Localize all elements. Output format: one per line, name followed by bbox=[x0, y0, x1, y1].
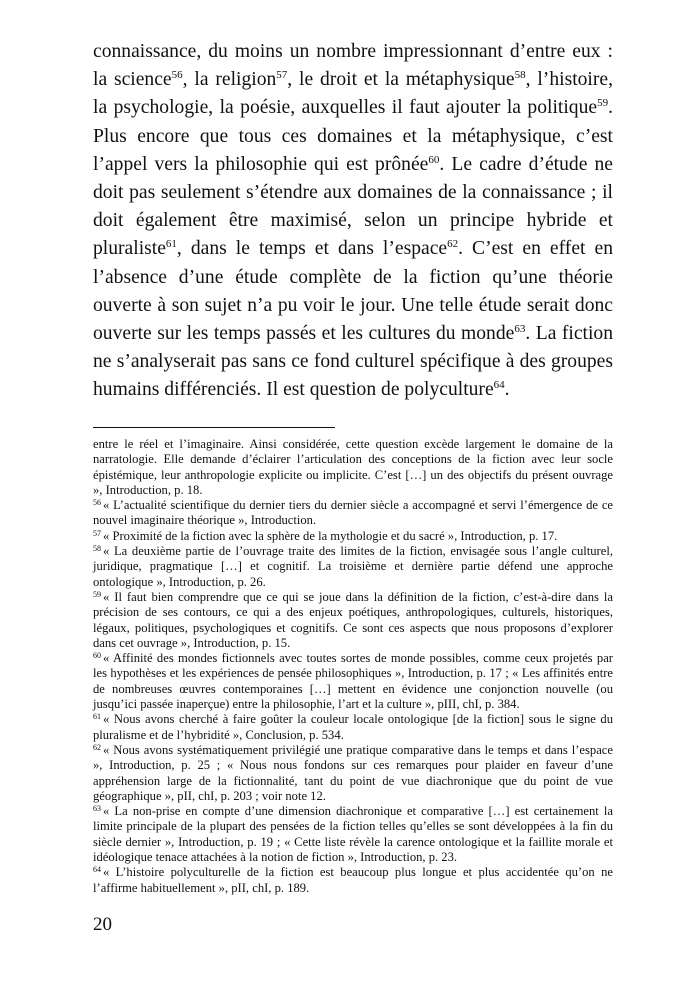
footnote-text: « Nous avons cherché à faire goûter la couleur locale ontologique [de la fiction] sous le signe du pluralisme et de l’hybridité », Conclusion, p. 534. bbox=[93, 712, 613, 742]
footnote-64 bbox=[93, 865, 613, 896]
footnote-ref[interactable]: 56 bbox=[171, 69, 183, 82]
text-segment: . Le cadre d’étude ne doit pas seulement s’étendre aux domaines de la connaissance ; il doit également être maximisé, selon un principe hybride et pluraliste bbox=[93, 153, 613, 260]
footnote-56 bbox=[93, 498, 613, 529]
footnote-ref[interactable]: 58 bbox=[514, 69, 526, 82]
text-segment: . bbox=[504, 379, 510, 401]
footnote-ref[interactable]: 61 bbox=[165, 238, 177, 251]
body-paragraph bbox=[93, 38, 613, 405]
footnotes bbox=[93, 437, 613, 896]
footnote-text: « L’histoire polyculturelle de la fiction est beaucoup plus longue et plus accidentée qu’on ne l’affirme habituellement », pII, chI, p. 189. bbox=[93, 865, 613, 895]
text-segment: , dans le temps et dans l’espace bbox=[176, 238, 448, 260]
footnote-ref[interactable]: 57 bbox=[276, 69, 288, 82]
footnote-63 bbox=[93, 804, 613, 865]
footnote-number: 63 bbox=[93, 804, 101, 814]
text-segment: , l’histoire, la psychologie, la poésie, auxquelles il faut ajouter la politique bbox=[93, 69, 613, 119]
footnote-number: 56 bbox=[93, 498, 101, 508]
text-segment: . Plus encore que tous ces domaines et la métaphysique, c’est l’appel vers la philosophie qui est prônée bbox=[93, 97, 613, 175]
footnote-61 bbox=[93, 712, 613, 743]
text-segment: , le droit et la métaphysique bbox=[287, 69, 515, 91]
footnote-number: 57 bbox=[93, 528, 101, 538]
text-segment: connaissance, du moins un nombre impressionnant d’entre eux : la science bbox=[93, 41, 613, 91]
footnote-58 bbox=[93, 544, 613, 590]
footnote-text: « Proximité de la fiction avec la sphère de la mythologie et du sacré », Introduction, p. 17. bbox=[103, 528, 558, 543]
footnote-text: « Il faut bien comprendre que ce qui se joue dans la définition de la fiction, c’est-à-dire dans la précision de ses contours, ce qui a des enjeux poétiques, anthropologiques, culturels, historiques, légaux, politiques, psychologiques et cognitifs. Ce sont ces aspects que nous proposons d’explorer dans cet ouvrage », Introduction, p. 15. bbox=[93, 589, 613, 650]
footnote-number: 60 bbox=[93, 651, 101, 661]
footnote-separator bbox=[93, 427, 335, 428]
footnote-text: « Affinité des mondes fictionnels avec toutes sortes de monde possibles, comme ceux projetés par les hypothèses et les expériences de pensée philosophiques », Introduction, p. 17 ; « Les affinités entre de nombreuses œuvres contemporaines […] mettent en évidence une conjonction nouvelle (ou jusqu’ici passée inaperçue) entre la philosophie, l’art et la culture », pIII, chI, p. 384. bbox=[93, 651, 613, 712]
footnote-text: « La non-prise en compte d’une dimension diachronique et comparative […] est certainement la limite principale de la plupart des pensées de la fiction telles qu’elles se sont développées à la fin du siècle dernier », Introduction, p. 19 ; « Cette liste révèle la carence ontologique et la faillite morale et idéologique tenace attachées à la notion de fiction », Introduction, p. 23. bbox=[93, 804, 613, 865]
footnote-number: 64 bbox=[93, 865, 101, 875]
footnote-number: 58 bbox=[93, 544, 101, 554]
footnote-text: « La deuxième partie de l’ouvrage traite des limites de la fiction, envisagée sous l’angle culturel, juridique, pragmatique […] et cognitif. La troisième et dernière partie défend une approche ontologique », Introduction, p. 26. bbox=[93, 544, 613, 589]
footnote-number: 59 bbox=[93, 589, 101, 599]
footnote-continuation: entre le réel et l’imaginaire. Ainsi considérée, cette question excède largement le domaine de la narratologie. Elle demande d’éclairer l’articulation des conceptions de la fiction avec leur socle épistémique, leur anthropologie explicite ou implicite. C’est […] un des objectifs du présent ouvrage », Introduction, p. 18. bbox=[93, 437, 613, 497]
footnote-text: « L’actualité scientifique du dernier tiers du dernier siècle a accompagné et servi l’émergence de ce nouvel imaginaire théorique », Introduction. bbox=[93, 498, 613, 528]
footnote-number: 61 bbox=[93, 712, 101, 722]
page-number: 20 bbox=[93, 914, 112, 935]
text-segment: , la religion bbox=[182, 69, 277, 91]
footnote-ref[interactable]: 63 bbox=[514, 323, 526, 336]
text-segment: . C’est en effet en l’absence d’une étude complète de la fiction qu’une théorie ouverte à son sujet n’a pu voir le jour. Une telle étude serait donc ouverte sur les temps passés et les cultures du monde bbox=[93, 238, 613, 345]
footnote-ref[interactable]: 64 bbox=[493, 379, 505, 392]
footnote-ref[interactable]: 59 bbox=[597, 97, 609, 110]
footnote-number: 62 bbox=[93, 742, 101, 752]
footnote-text: « Nous avons systématiquement privilégié une pratique comparative dans le temps et dans l’espace », Introduction, p. 25 ; « Nous nous fondons sur ces remarques pour plaider en faveur d’une appréhension large de la fictionnalité, tant du point de vue diachronique que du point de vue géographique », pII, chI, p. 203 ; voir note 12. bbox=[93, 742, 613, 803]
footnote-ref[interactable]: 60 bbox=[428, 153, 440, 166]
text-segment: . La fiction ne s’analyserait pas sans ce fond culturel spécifique à des groupes humains différenciés. Il est question de polyculture bbox=[93, 323, 613, 401]
footnote-57 bbox=[93, 529, 613, 544]
footnote-59 bbox=[93, 590, 613, 651]
footnote-ref[interactable]: 62 bbox=[447, 238, 459, 251]
footnote-62 bbox=[93, 743, 613, 804]
footnote-60 bbox=[93, 651, 613, 712]
